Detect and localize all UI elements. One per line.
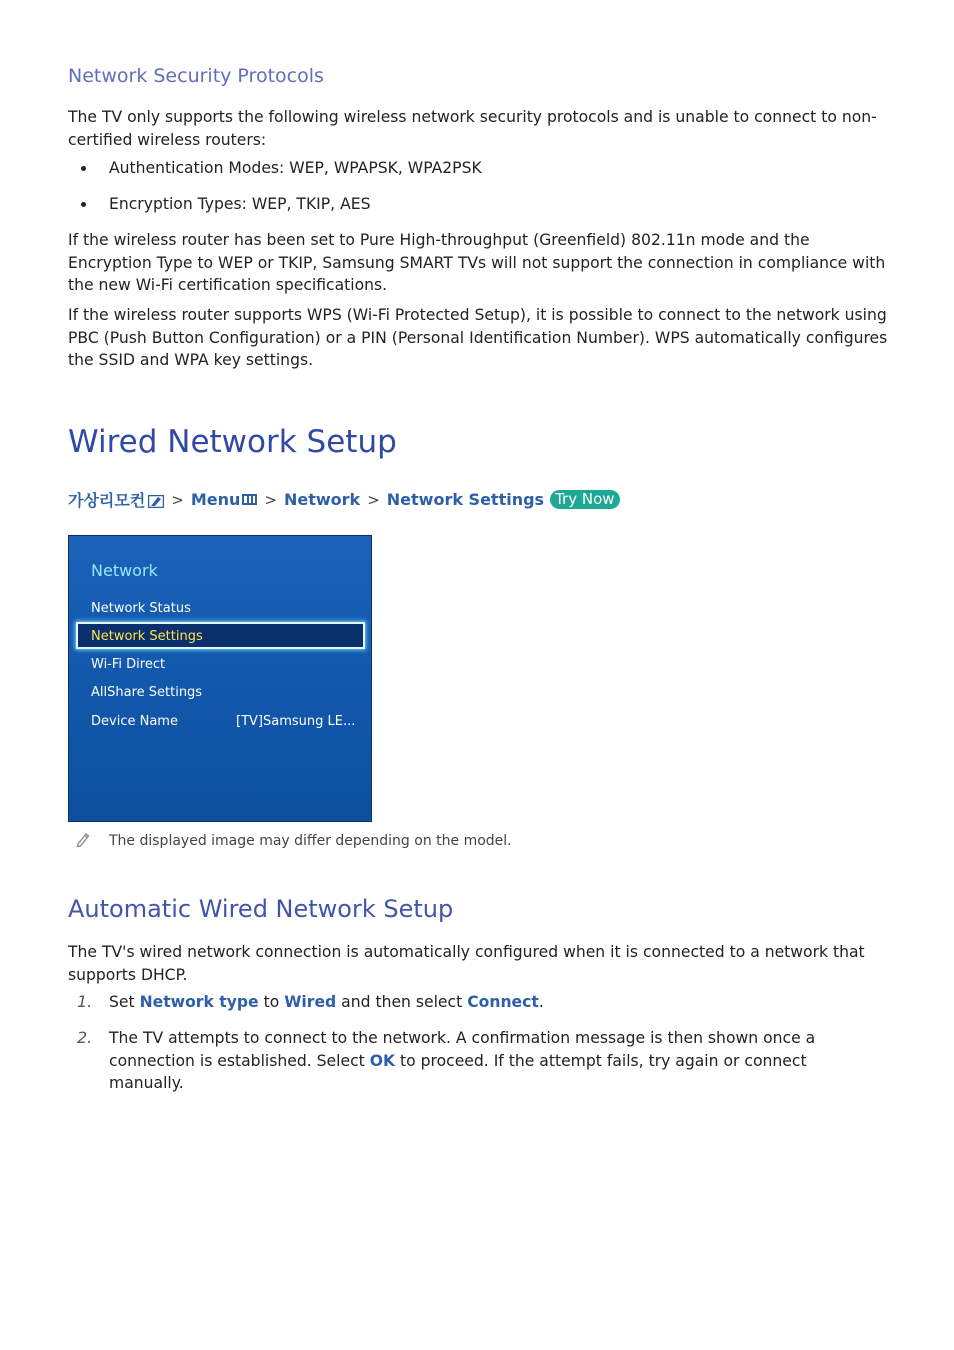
tv-menu-item-device-name[interactable]: Device Name [TV]Samsung LE... (91, 714, 356, 729)
pencil-icon (75, 831, 91, 847)
chevron-right-icon: > (171, 490, 184, 509)
tv-network-menu-screenshot (68, 535, 372, 822)
tv-menu-item-network-status[interactable]: Network Status (91, 601, 191, 616)
tv-menu-item-wifi-direct[interactable]: Wi-Fi Direct (91, 657, 166, 672)
section-heading-automatic: Automatic Wired Network Setup (68, 895, 454, 923)
step-number: 2. (77, 1028, 93, 1047)
step-text: Set Network type to Wired and then select Connect. (109, 993, 544, 1011)
wps-paragraph: If the wireless router supports WPS (Wi-Fi Protected Setup), it is possible to connect to the network using PBC (Push Button Configuration) or a PIN (Personal Identification Number). WPS automatically configures the SSID and WPA key settings. (68, 306, 888, 369)
menu-icon (242, 494, 257, 505)
breadcrumb-remote[interactable]: 가상리모컨 (68, 491, 146, 510)
step-number: 1. (77, 992, 93, 1011)
breadcrumb-network-settings[interactable]: Network Settings (386, 490, 545, 509)
remote-control-icon (148, 493, 164, 506)
bullet-icon (81, 202, 86, 207)
page-title: Wired Network Setup (68, 424, 397, 460)
section-heading-security: Network Security Protocols (68, 65, 324, 87)
breadcrumb-network[interactable]: Network (284, 490, 361, 509)
try-now-button[interactable]: Try Now (550, 490, 619, 509)
greenfield-paragraph: If the wireless router has been set to Pure High-throughput (Greenfield) 802.11n mode and the Encryption Type to WEP or TKIP, Samsung SMART TVs will not support the connection in compliance with the new Wi-Fi certification specifications. (68, 231, 886, 294)
breadcrumb-menu[interactable]: Menu (190, 490, 241, 509)
tv-menu-item-allshare-settings[interactable]: AllShare Settings (91, 685, 203, 700)
tv-menu-title: Network (91, 561, 158, 580)
bullet-icon (81, 166, 86, 171)
breadcrumb (68, 488, 620, 511)
device-name-value: [TV]Samsung LE... (236, 714, 356, 729)
tv-menu-item-network-settings[interactable]: Network Settings (76, 622, 365, 649)
security-intro: The TV only supports the following wireless network security protocols and is unable to connect to non-certified wireless routers: (68, 108, 877, 149)
chevron-right-icon: > (367, 490, 380, 509)
chevron-right-icon: > (264, 490, 277, 509)
step-text: The TV attempts to connect to the network. A confirmation message is then shown once a connection is established. Select OK to proceed. If the attempt fails, try again or connect manually. (109, 1029, 816, 1092)
automatic-intro: The TV's wired network connection is automatically configured when it is connected to a network that supports DHCP. (68, 943, 865, 984)
